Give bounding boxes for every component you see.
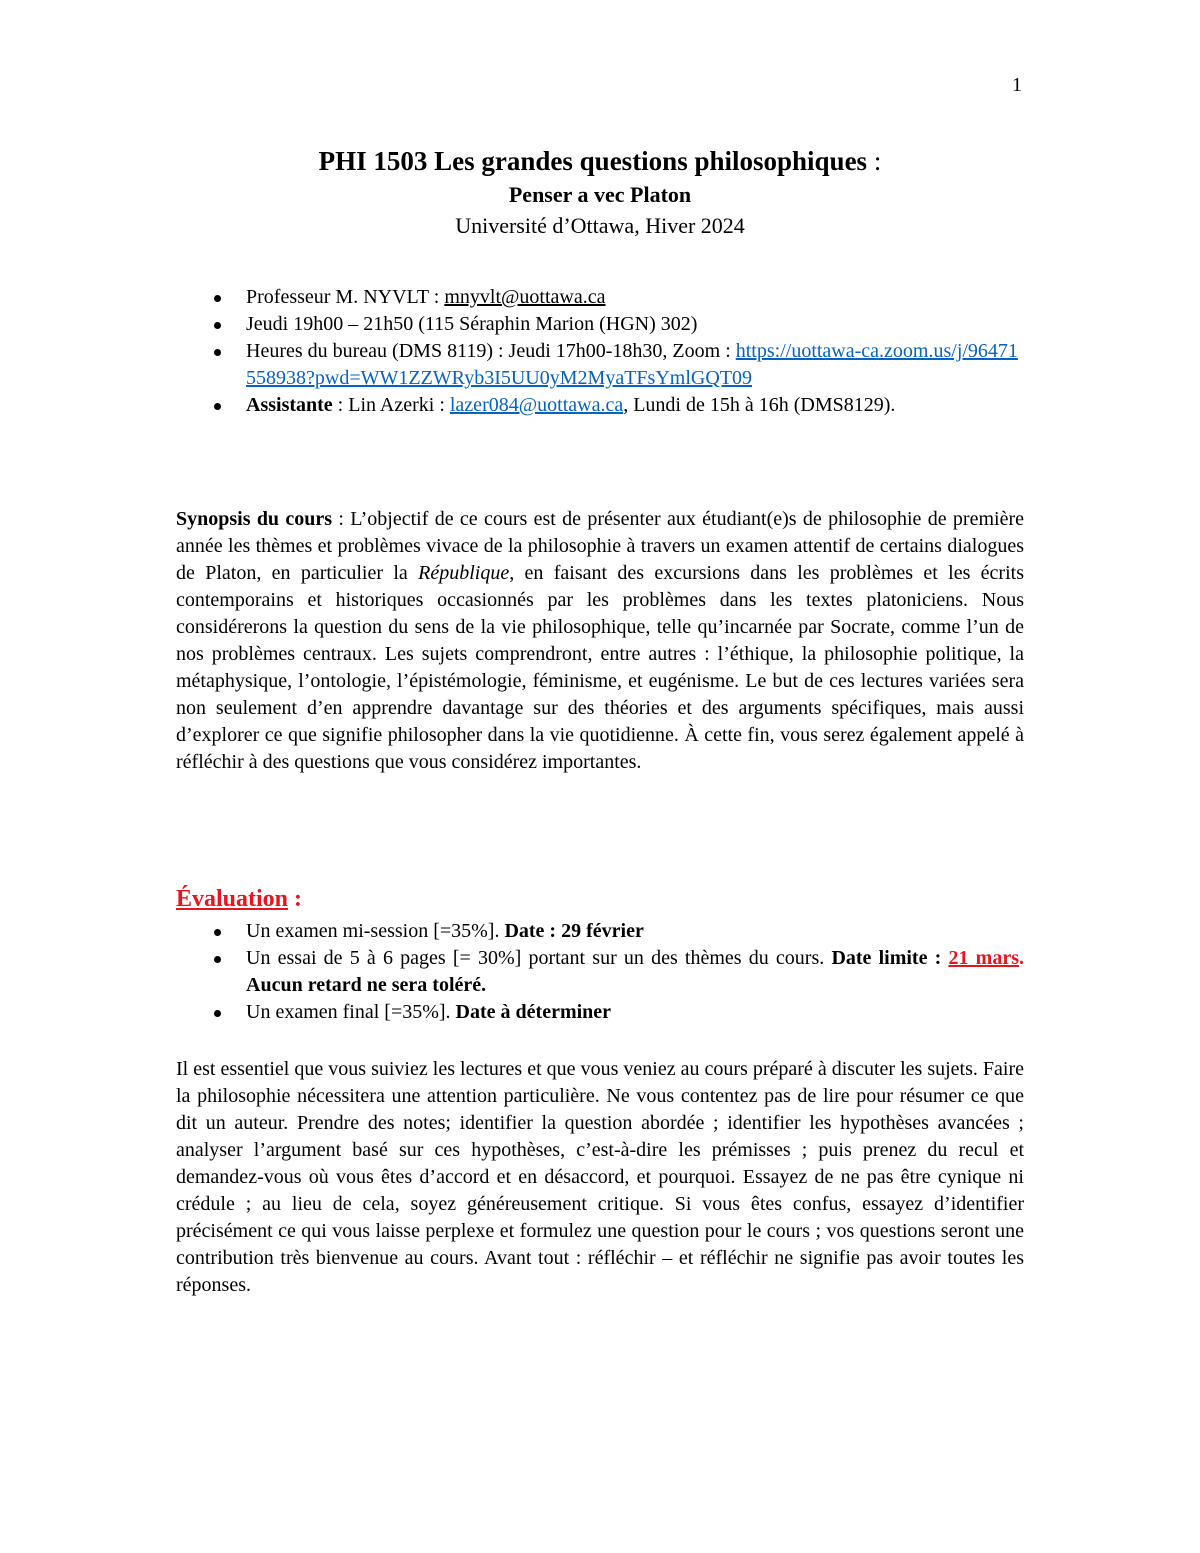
office-hours-text: Heures du bureau (DMS 8119) : Jeudi 17h00-18h30, Zoom : <box>246 340 736 362</box>
assistant-email-link[interactable]: lazer084@uottawa.ca <box>449 394 624 416</box>
zoom-link[interactable]: https://uottawa-ca.zoom.us/j/96471558938?pwd=WW1ZZWRyb3I5UU0yM2MyaTFsYmlGQT09 <box>246 340 1018 389</box>
bullet-icon <box>214 1010 221 1017</box>
essay-date-label: Date limite : <box>831 947 949 969</box>
synopsis-label: Synopsis du cours <box>176 508 333 530</box>
evaluation-list <box>176 918 1024 1026</box>
midterm-date: Date : 29 février <box>504 920 644 942</box>
bullet-icon <box>214 322 221 329</box>
assistant-hours: , Lundi de 15h à 16h (DMS8129). <box>623 394 896 416</box>
final-text: Un examen final [=35%]. <box>246 1001 456 1023</box>
evaluation-heading <box>176 886 302 913</box>
evaluation-item-essay <box>176 945 1024 999</box>
bullet-icon <box>214 403 221 410</box>
bullet-icon <box>214 929 221 936</box>
course-title <box>176 142 1024 180</box>
course-title-colon: : <box>867 146 882 176</box>
synopsis-italic-title: République <box>418 562 510 584</box>
synopsis-paragraph <box>176 506 1024 776</box>
assistant-label: Assistante <box>246 394 333 416</box>
bullet-icon <box>214 349 221 356</box>
list-item-schedule <box>176 311 1024 338</box>
evaluation-item-final <box>176 999 1024 1026</box>
synopsis-text-2: , en faisant des excursions dans les problèmes et les écrits contemporains et historiques occasionnés par les problèmes dans les textes platoniciens. Nous considérerons la question du sens de la vie philosophique, telle qu’incarnée par Socrate, comme l’un de nos problèmes centraux. Les sujets comprendront, entre autres : l’éthique, la philosophie politique, la métaphysique, l’ontologie, l’épistémologie, féminisme, et eugénisme. Le but de ces lectures variées sera non seulement d’en apprendre davantage sur des théories et des arguments spécifiques, mais aussi d’explorer ce que signifie philosopher dans la vie quotidienne. À cette fin, vous serez également appelé à réfléchir à des questions que vous considérez importantes. <box>176 562 1024 773</box>
synopsis-text-1: : L’objectif de ce cours est de présenter aux étudiant(e)s de philosophie de première année les thèmes et problèmes vivace de la philosophie à travers un examen attentif de certains dialogues de Platon, en particulier la <box>176 508 1024 584</box>
evaluation-heading-colon: : <box>288 886 303 912</box>
course-title-text: PHI 1503 Les grandes questions philosophiques <box>318 146 868 176</box>
essay-due-date: 21 mars <box>948 947 1019 969</box>
schedule-text: Jeudi 19h00 – 21h50 (115 Séraphin Marion (HGN) 302) <box>246 313 698 335</box>
list-item-assistant <box>176 392 1024 419</box>
essay-text: Un essai de 5 à 6 pages [= 30%] portant sur un des thèmes du cours. <box>246 947 832 969</box>
university-term: Université d’Ottawa, Hiver 2024 <box>455 213 745 238</box>
essay-late-note: Aucun retard ne sera toléré. <box>246 974 487 996</box>
assistant-name: : Lin Azerki : <box>332 394 450 416</box>
title-block <box>176 142 1024 242</box>
professor-label: Professeur M. NYVLT : <box>246 286 445 308</box>
list-item-professor <box>176 284 1024 311</box>
evaluation-item-midterm <box>176 918 1024 945</box>
list-item-office-hours <box>176 338 1024 392</box>
bullet-icon <box>214 956 221 963</box>
bullet-icon <box>214 295 221 302</box>
course-info-list <box>176 284 1024 419</box>
essay-due-date-dot: . <box>1018 947 1024 969</box>
page-number: 1 <box>1012 74 1022 96</box>
evaluation-heading-text: Évaluation <box>176 886 289 912</box>
professor-email-link[interactable]: mnyvlt@uottawa.ca <box>444 286 606 308</box>
midterm-text: Un examen mi-session [=35%]. <box>246 920 505 942</box>
course-subtitle: Penser a vec Platon <box>508 182 692 207</box>
closing-paragraph: Il est essentiel que vous suiviez les lectures et que vous veniez au cours préparé à discuter les sujets. Faire la philosophie nécessitera une attention particulière. Ne vous contentez pas de lire pour résumer ce que dit un auteur. Prendre des notes; identifier la question abordée ; identifier les hypothèses avancées ; analyser l’argument basé sur ces hypothèses, c’est-à-dire les prémisses ; puis prenez du recul et demandez-vous où vous êtes d’accord et en désaccord, et pourquoi. Essayez de ne pas être cynique ni crédule ; au lieu de cela, soyez généreusement critique. Si vous êtes confus, essayez d’identifier précisément ce qui vous laisse perplexe et formulez une question pour le cours ; vos questions seront une contribution très bienvenue au cours. Avant tout : réfléchir – et réfléchir ne signifie pas avoir toutes les réponses. <box>176 1058 1024 1296</box>
final-date: Date à déterminer <box>455 1001 612 1023</box>
